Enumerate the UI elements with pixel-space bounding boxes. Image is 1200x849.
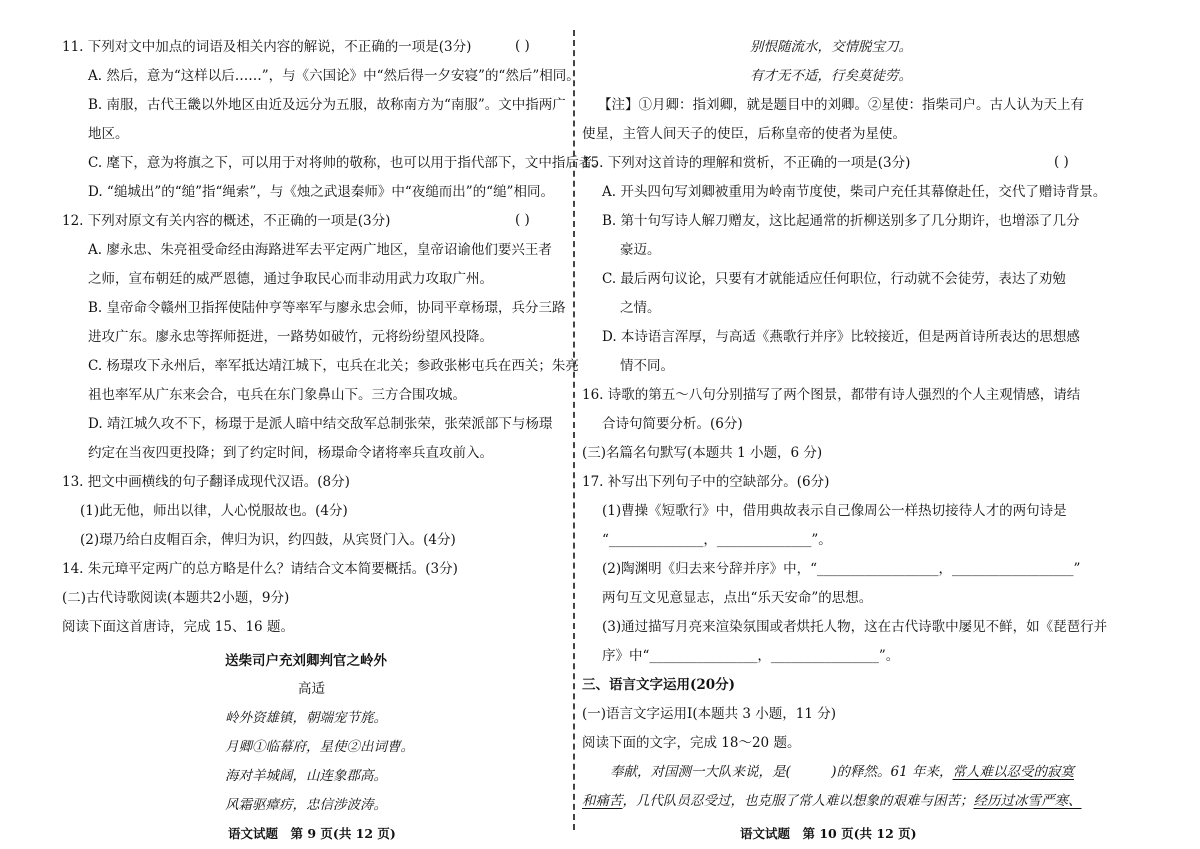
q17-part-3: (3)通过描写月亮来渲染氛围或者烘托人物，这在古代诗歌中屡见不鲜，如《琵琶行并 [602, 619, 1108, 635]
underlined-phrase: 和痛苦 [582, 793, 623, 809]
section-poetry-heading: (二)古代诗歌阅读(本题共2小题，9分) [62, 590, 290, 606]
page-footer-10: 语文试题 第 10 页(共 12 页) [740, 826, 917, 841]
right-page [580, 0, 1200, 849]
q15-option-a: A. 开头四句写刘卿被重用为岭南节度使，柴司户充任其幕僚赴任，交代了赠诗背景。 [602, 184, 1107, 200]
poem-line-6: 有才无不适，行矣莫徒劳。 [750, 68, 912, 84]
passage-text: ，几代队员忍受过，也克服了常人难以想象的艰难与困苦； [622, 793, 974, 809]
q12-option-d: D. 靖江城久攻不下，杨璟于是派人暗中结交敌军总制张荣，张荣派部下与杨璟 [88, 416, 553, 432]
q15-option-d: D. 本诗语言浑厚，与高适《燕歌行并序》比较接近，但是两首诗所表达的思想感 [602, 329, 1080, 345]
poem-line-5: 别恨随流水，交情脱宝刀。 [750, 39, 912, 55]
q11-option-b: B. 南服，古代王畿以外地区由近及远分为五服，故称南方为“南服”。文中指两广 [88, 97, 566, 113]
underlined-phrase: 经历过冰雪严寒、 [973, 793, 1082, 809]
q15-option-b-cont: 豪迈。 [620, 242, 661, 258]
poetry-intro: 阅读下面这首唐诗，完成 15、16 题。 [62, 619, 294, 635]
question-11: 11. 下列对文中加点的词语及相关内容的解说，不正确的一项是(3分) [62, 39, 472, 55]
question-15: 15. 下列对这首诗的理解和赏析，不正确的一项是(3分) [582, 155, 911, 171]
passage-line-1 [610, 763, 1074, 781]
q11-option-b-cont: 地区。 [88, 126, 129, 142]
q12-option-a-cont: 之师，宣布朝廷的威严恩德，通过争取民心而非动用武力攻取广州。 [88, 271, 493, 287]
answer-bracket-12: ( ) [515, 212, 530, 228]
q17-part-2: (2)陶渊明《归去来兮辞并序》中，“__________________，__________________” [602, 561, 1081, 577]
answer-bracket-11: ( ) [515, 38, 530, 54]
q17-part-1: (1)曹操《短歌行》中，借用典故表示自己像周公一样热切接待人才的两句诗是 [602, 503, 1067, 519]
q12-option-c: C. 杨璟攻下永州后，率军抵达靖江城下，屯兵在北关；参政张彬屯兵在西关；朱亮 [88, 358, 579, 374]
q12-option-d-cont: 约定在当夜四更投降；到了约定时间，杨璟命令诸将率兵直攻前入。 [88, 445, 493, 461]
q15-option-d-cont: 情不同。 [620, 358, 674, 374]
poem-line-2: 月卿①临幕府，星使②出词曹。 [225, 739, 414, 755]
part-three-heading: 三、语言文字运用(20分) [582, 677, 736, 693]
question-12: 12. 下列对原文有关内容的概述，不正确的一项是(3分) [62, 213, 391, 229]
q12-option-b: B. 皇帝命令赣州卫指挥使陆仲亨等率军与廖永忠会师，协同平章杨璟，兵分三路 [88, 300, 566, 316]
poem-author: 高适 [298, 681, 325, 697]
q17-part-2-cont: 两句互文见意显志，点出“乐天安命”的思想。 [602, 590, 873, 606]
q11-option-d: D. “缒城出”的“缒”指“绳索”，与《烛之武退秦师》中“夜缒而出”的“缒”相同。 [88, 184, 554, 200]
q15-option-b: B. 第十句写诗人解刀赠友，这比起通常的折柳送别多了几分期许，也增添了几分 [602, 213, 1080, 229]
question-16-cont: 合诗句简要分析。(6分) [602, 416, 743, 432]
page-divider [573, 30, 575, 830]
section-language-heading: (一)语言文字运用Ⅰ(本题共 3 小题，11 分) [582, 706, 837, 722]
q12-option-a: A. 廖永忠、朱亮祖受命经由海路进军去平定两广地区，皇帝诏谕他们要兴王者 [88, 242, 552, 258]
passage-line-2 [582, 792, 1082, 810]
answer-bracket-15: ( ) [1054, 154, 1069, 170]
q17-part-1-blanks: “______________，______________”。 [602, 532, 832, 548]
poem-title: 送柴司户充刘卿判官之岭外 [225, 653, 387, 669]
underlined-phrase: 常人难以忍受的寂寞 [952, 764, 1075, 780]
question-16: 16. 诗歌的第五～八句分别描写了两个图景，都带有诗人强烈的个人主观情感，请结 [582, 387, 1081, 403]
q15-option-c: C. 最后两句议论，只要有才就能适应任何职位，行动就不会徒劳，表达了劝勉 [602, 271, 1066, 287]
poem-line-3: 海对羊城阔，山连象郡高。 [225, 768, 387, 784]
section-recitation-heading: (三)名篇名句默写(本题共 1 小题，6 分) [582, 445, 823, 461]
poem-line-4: 风霜驱瘴疠，忠信涉波涛。 [225, 797, 387, 813]
question-14: 14. 朱元璋平定两广的总方略是什么？请结合文本简要概括。(3分) [62, 561, 458, 577]
question-13: 13. 把文中画横线的句子翻译成现代汉语。(8分) [62, 474, 350, 490]
q17-part-3-blanks: 序》中“________________，________________”。 [602, 648, 900, 664]
q12-option-b-cont: 进攻广东。廖永忠等挥师挺进，一路势如破竹，元将纷纷望风投降。 [88, 329, 493, 345]
poem-line-1: 岭外资雄镇，朝端宠节旄。 [225, 710, 387, 726]
poem-note: 【注】①月卿：指刘卿，就是题目中的刘卿。②星使：指柴司户。古人认为天上有 [598, 97, 1084, 113]
q11-option-c: C. 麾下，意为将旗之下，可以用于对将帅的敬称，也可以用于指代部下，文中指后者。 [88, 155, 606, 171]
language-intro: 阅读下面的文字，完成 18～20 题。 [582, 735, 801, 751]
q13-part-2: (2)璟乃给白皮帽百余，俾归为识，约四鼓，从宾贤门入。(4分) [80, 532, 456, 548]
question-17: 17. 补写出下列句子中的空缺部分。(6分) [582, 474, 830, 490]
passage-text: 奉献，对国测一大队来说，是( )的释然。61 年来， [610, 764, 953, 780]
q15-option-c-cont: 之情。 [620, 300, 661, 316]
q12-option-c-cont: 祖也率军从广东来会合，屯兵在东门象鼻山下。三方合围攻城。 [88, 387, 466, 403]
q11-option-a: A. 然后，意为“这样以后……”，与《六国论》中“然后得一夕安寝”的“然后”相同。 [88, 68, 580, 84]
page-footer-9: 语文试题 第 9 页(共 12 页) [228, 826, 396, 841]
poem-note-cont: 使星，主管人间天子的使臣，后称皇帝的使者为星使。 [582, 126, 906, 142]
q13-part-1: (1)此无他，师出以律，人心悦服故也。(4分) [80, 503, 348, 519]
